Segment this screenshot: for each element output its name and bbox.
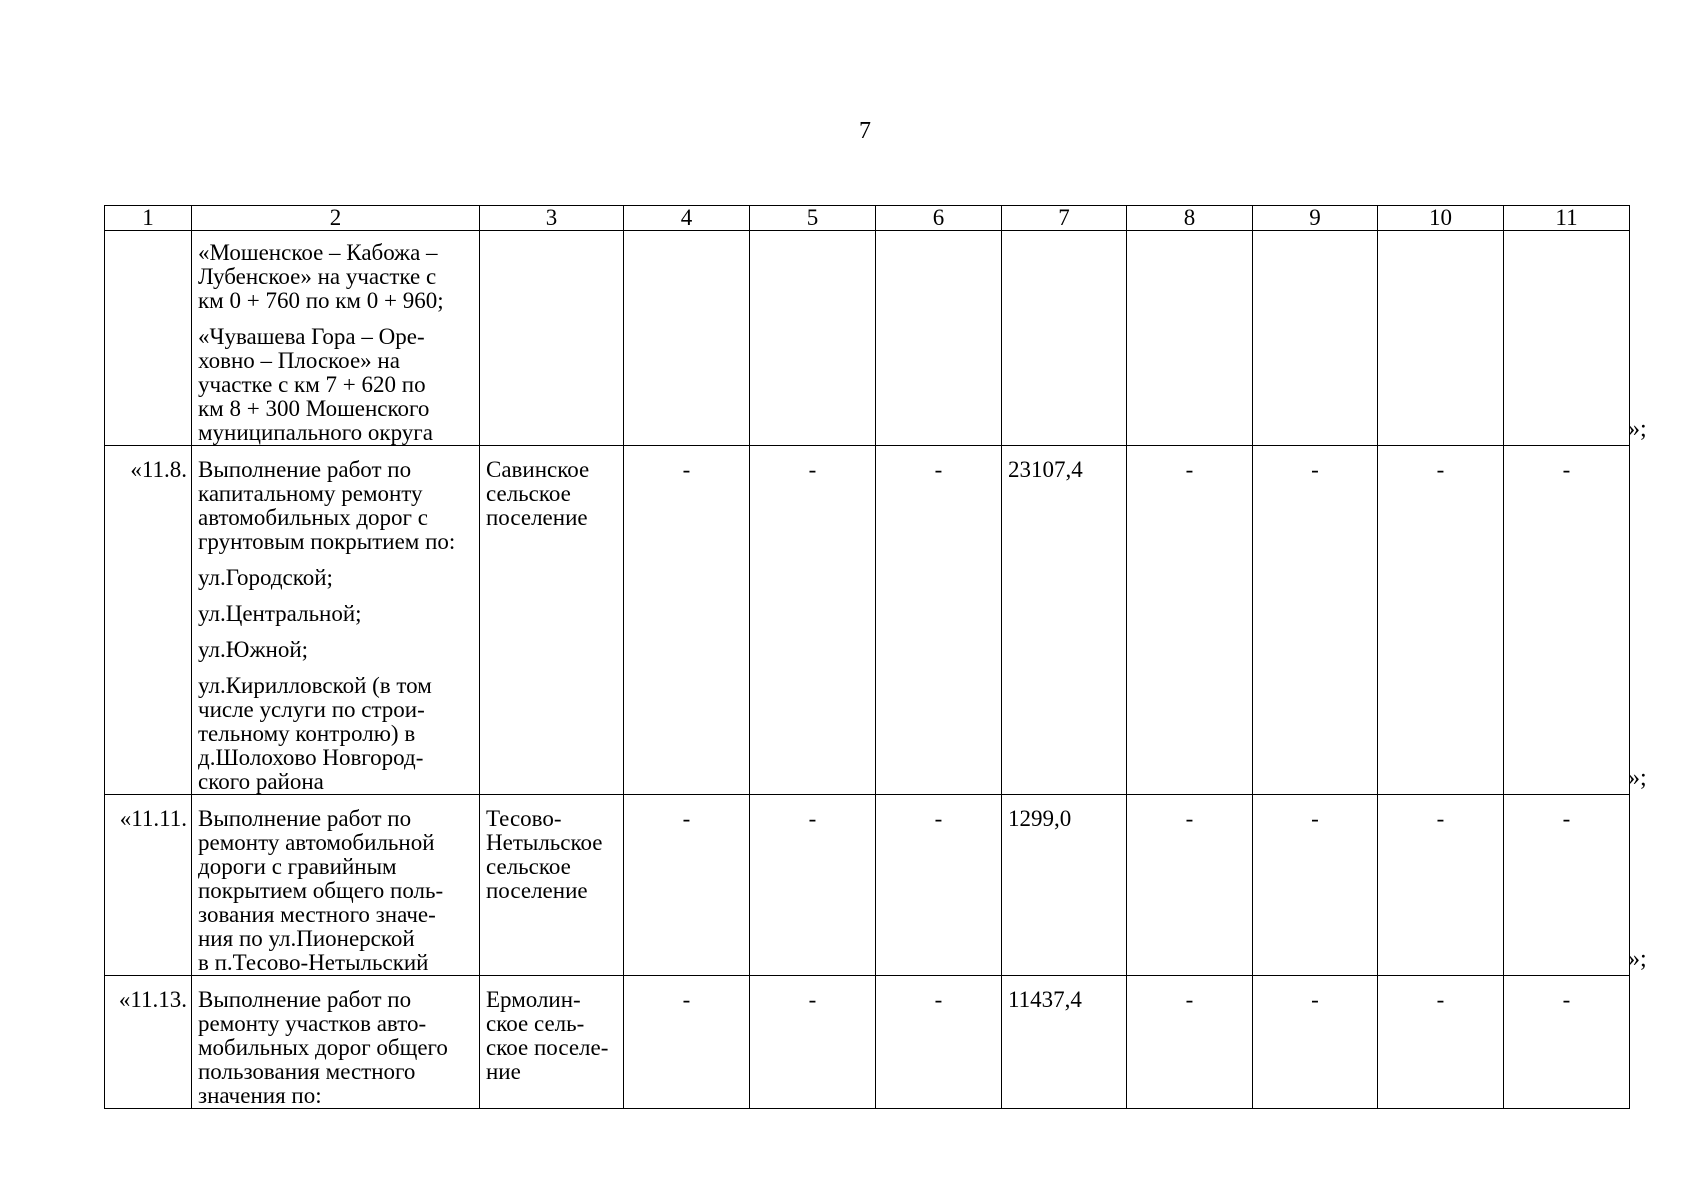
settlement-line: сельское xyxy=(486,481,571,506)
amount-cell-5: - xyxy=(750,795,876,976)
amount-cell-7: 1299,0 xyxy=(1002,795,1127,976)
description-paragraph xyxy=(198,325,475,445)
description-line: пользования местного xyxy=(198,1059,416,1084)
amount-cell-5: - xyxy=(750,976,876,1109)
description-paragraph xyxy=(198,458,475,554)
settlement-name xyxy=(480,446,624,795)
settlement-line: ское поселе- xyxy=(486,1035,609,1060)
amount-cell-4 xyxy=(624,231,750,446)
description-line: ния по ул.Пионерской xyxy=(198,926,415,951)
amount-cell-7: 11437,4 xyxy=(1002,976,1127,1109)
amount-cell-8: - xyxy=(1127,976,1253,1109)
settlement-line: Савинское xyxy=(486,457,590,482)
row-number xyxy=(105,231,192,446)
amount-cell-6: - xyxy=(876,795,1002,976)
table-row xyxy=(105,976,1630,1109)
closing-quote: »; xyxy=(1628,764,1647,791)
row-number: «11.13. xyxy=(105,976,192,1109)
settlement-line: Ермолин- xyxy=(486,987,581,1012)
description-line: в п.Тесово-Нетыльский xyxy=(198,950,429,975)
amount-cell-10: - xyxy=(1378,795,1504,976)
description-line: дороги с гравийным xyxy=(198,854,397,879)
description-line: ховно – Плоское» на xyxy=(198,348,400,373)
description-line: д.Шолохово Новгород- xyxy=(198,745,424,770)
column-header: 1 xyxy=(105,206,192,231)
amount-cell-9: - xyxy=(1253,976,1378,1109)
settlement-name xyxy=(480,976,624,1109)
description-line: ул.Южной; xyxy=(198,637,309,662)
description-line: ремонту участков авто- xyxy=(198,1011,427,1036)
amount-cell-4: - xyxy=(624,976,750,1109)
table-row xyxy=(105,231,1630,446)
description-line: ул.Центральной; xyxy=(198,601,362,626)
description-paragraph xyxy=(198,241,475,313)
settlement-line: поселение xyxy=(486,505,588,530)
work-description xyxy=(192,976,480,1109)
amount-cell-11: - xyxy=(1504,795,1630,976)
header-row xyxy=(105,206,1630,231)
description-line: числе услуги по строи- xyxy=(198,697,425,722)
description-paragraph xyxy=(198,674,475,794)
description-line: автомобильных дорог с xyxy=(198,505,428,530)
amount-cell-6: - xyxy=(876,446,1002,795)
amount-cell-11 xyxy=(1504,231,1630,446)
column-header: 9 xyxy=(1253,206,1378,231)
table-row xyxy=(105,446,1630,795)
description-line: Лубенское» на участке с xyxy=(198,264,437,289)
settlement-line: сельское xyxy=(486,854,571,879)
description-line: Выполнение работ по xyxy=(198,987,412,1012)
column-header: 11 xyxy=(1504,206,1630,231)
description-line: «Мошенское – Кабожа – xyxy=(198,240,438,265)
settlement-name xyxy=(480,231,624,446)
settlement-name xyxy=(480,795,624,976)
description-line: муниципального округа xyxy=(198,420,433,445)
description-line: км 8 + 300 Мошенского xyxy=(198,396,430,421)
amount-cell-11: - xyxy=(1504,976,1630,1109)
description-line: участке с км 7 + 620 по xyxy=(198,372,426,397)
amount-cell-10 xyxy=(1378,231,1504,446)
description-paragraph xyxy=(198,988,475,1108)
amount-cell-9: - xyxy=(1253,795,1378,976)
description-paragraph xyxy=(198,566,475,590)
column-header: 8 xyxy=(1127,206,1253,231)
work-description xyxy=(192,231,480,446)
description-line: мобильных дорог общего xyxy=(198,1035,448,1060)
settlement-line: ние xyxy=(486,1059,521,1084)
table-row xyxy=(105,795,1630,976)
amount-cell-8: - xyxy=(1127,795,1253,976)
amount-cell-6 xyxy=(876,231,1002,446)
settlement-line: Нетыльское xyxy=(486,830,603,855)
description-line: ского района xyxy=(198,769,324,794)
settlement-line: ское сель- xyxy=(486,1011,585,1036)
description-line: «Чувашева Гора – Оре- xyxy=(198,324,425,349)
column-header: 4 xyxy=(624,206,750,231)
row-number: «11.8. xyxy=(105,446,192,795)
work-description xyxy=(192,795,480,976)
description-line: ул.Кирилловской (в том xyxy=(198,673,432,698)
amount-cell-4: - xyxy=(624,446,750,795)
description-line: покрытием общего поль- xyxy=(198,878,444,903)
amount-cell-10: - xyxy=(1378,446,1504,795)
column-header: 6 xyxy=(876,206,1002,231)
row-number: «11.11. xyxy=(105,795,192,976)
settlement-line: поселение xyxy=(486,878,588,903)
closing-quote: »; xyxy=(1628,415,1647,442)
description-paragraph xyxy=(198,602,475,626)
description-line: ул.Городской; xyxy=(198,565,333,590)
description-line: тельному контролю) в xyxy=(198,721,416,746)
column-header: 10 xyxy=(1378,206,1504,231)
description-line: км 0 + 760 по км 0 + 960; xyxy=(198,288,444,313)
page-number: 7 xyxy=(859,118,871,144)
column-header: 3 xyxy=(480,206,624,231)
amount-cell-8 xyxy=(1127,231,1253,446)
column-header: 5 xyxy=(750,206,876,231)
amount-cell-5 xyxy=(750,231,876,446)
description-paragraph xyxy=(198,638,475,662)
column-header: 2 xyxy=(192,206,480,231)
amount-cell-10: - xyxy=(1378,976,1504,1109)
amount-cell-7 xyxy=(1002,231,1127,446)
amount-cell-9 xyxy=(1253,231,1378,446)
closing-quote: »; xyxy=(1628,945,1647,972)
description-line: грунтовым покрытием по: xyxy=(198,529,456,554)
description-line: значения по: xyxy=(198,1083,322,1108)
amount-cell-11: - xyxy=(1504,446,1630,795)
description-line: Выполнение работ по xyxy=(198,457,412,482)
work-description xyxy=(192,446,480,795)
amount-cell-6: - xyxy=(876,976,1002,1109)
amount-cell-4: - xyxy=(624,795,750,976)
description-line: Выполнение работ по xyxy=(198,806,412,831)
amount-cell-8: - xyxy=(1127,446,1253,795)
description-line: зования местного значе- xyxy=(198,902,436,927)
column-header: 7 xyxy=(1002,206,1127,231)
settlement-line: Тесово- xyxy=(486,806,562,831)
description-line: ремонту автомобильной xyxy=(198,830,435,855)
description-line: капитальному ремонту xyxy=(198,481,423,506)
amount-cell-9: - xyxy=(1253,446,1378,795)
description-paragraph xyxy=(198,807,475,975)
amount-cell-5: - xyxy=(750,446,876,795)
amount-cell-7: 23107,4 xyxy=(1002,446,1127,795)
budget-table xyxy=(104,205,1630,1109)
